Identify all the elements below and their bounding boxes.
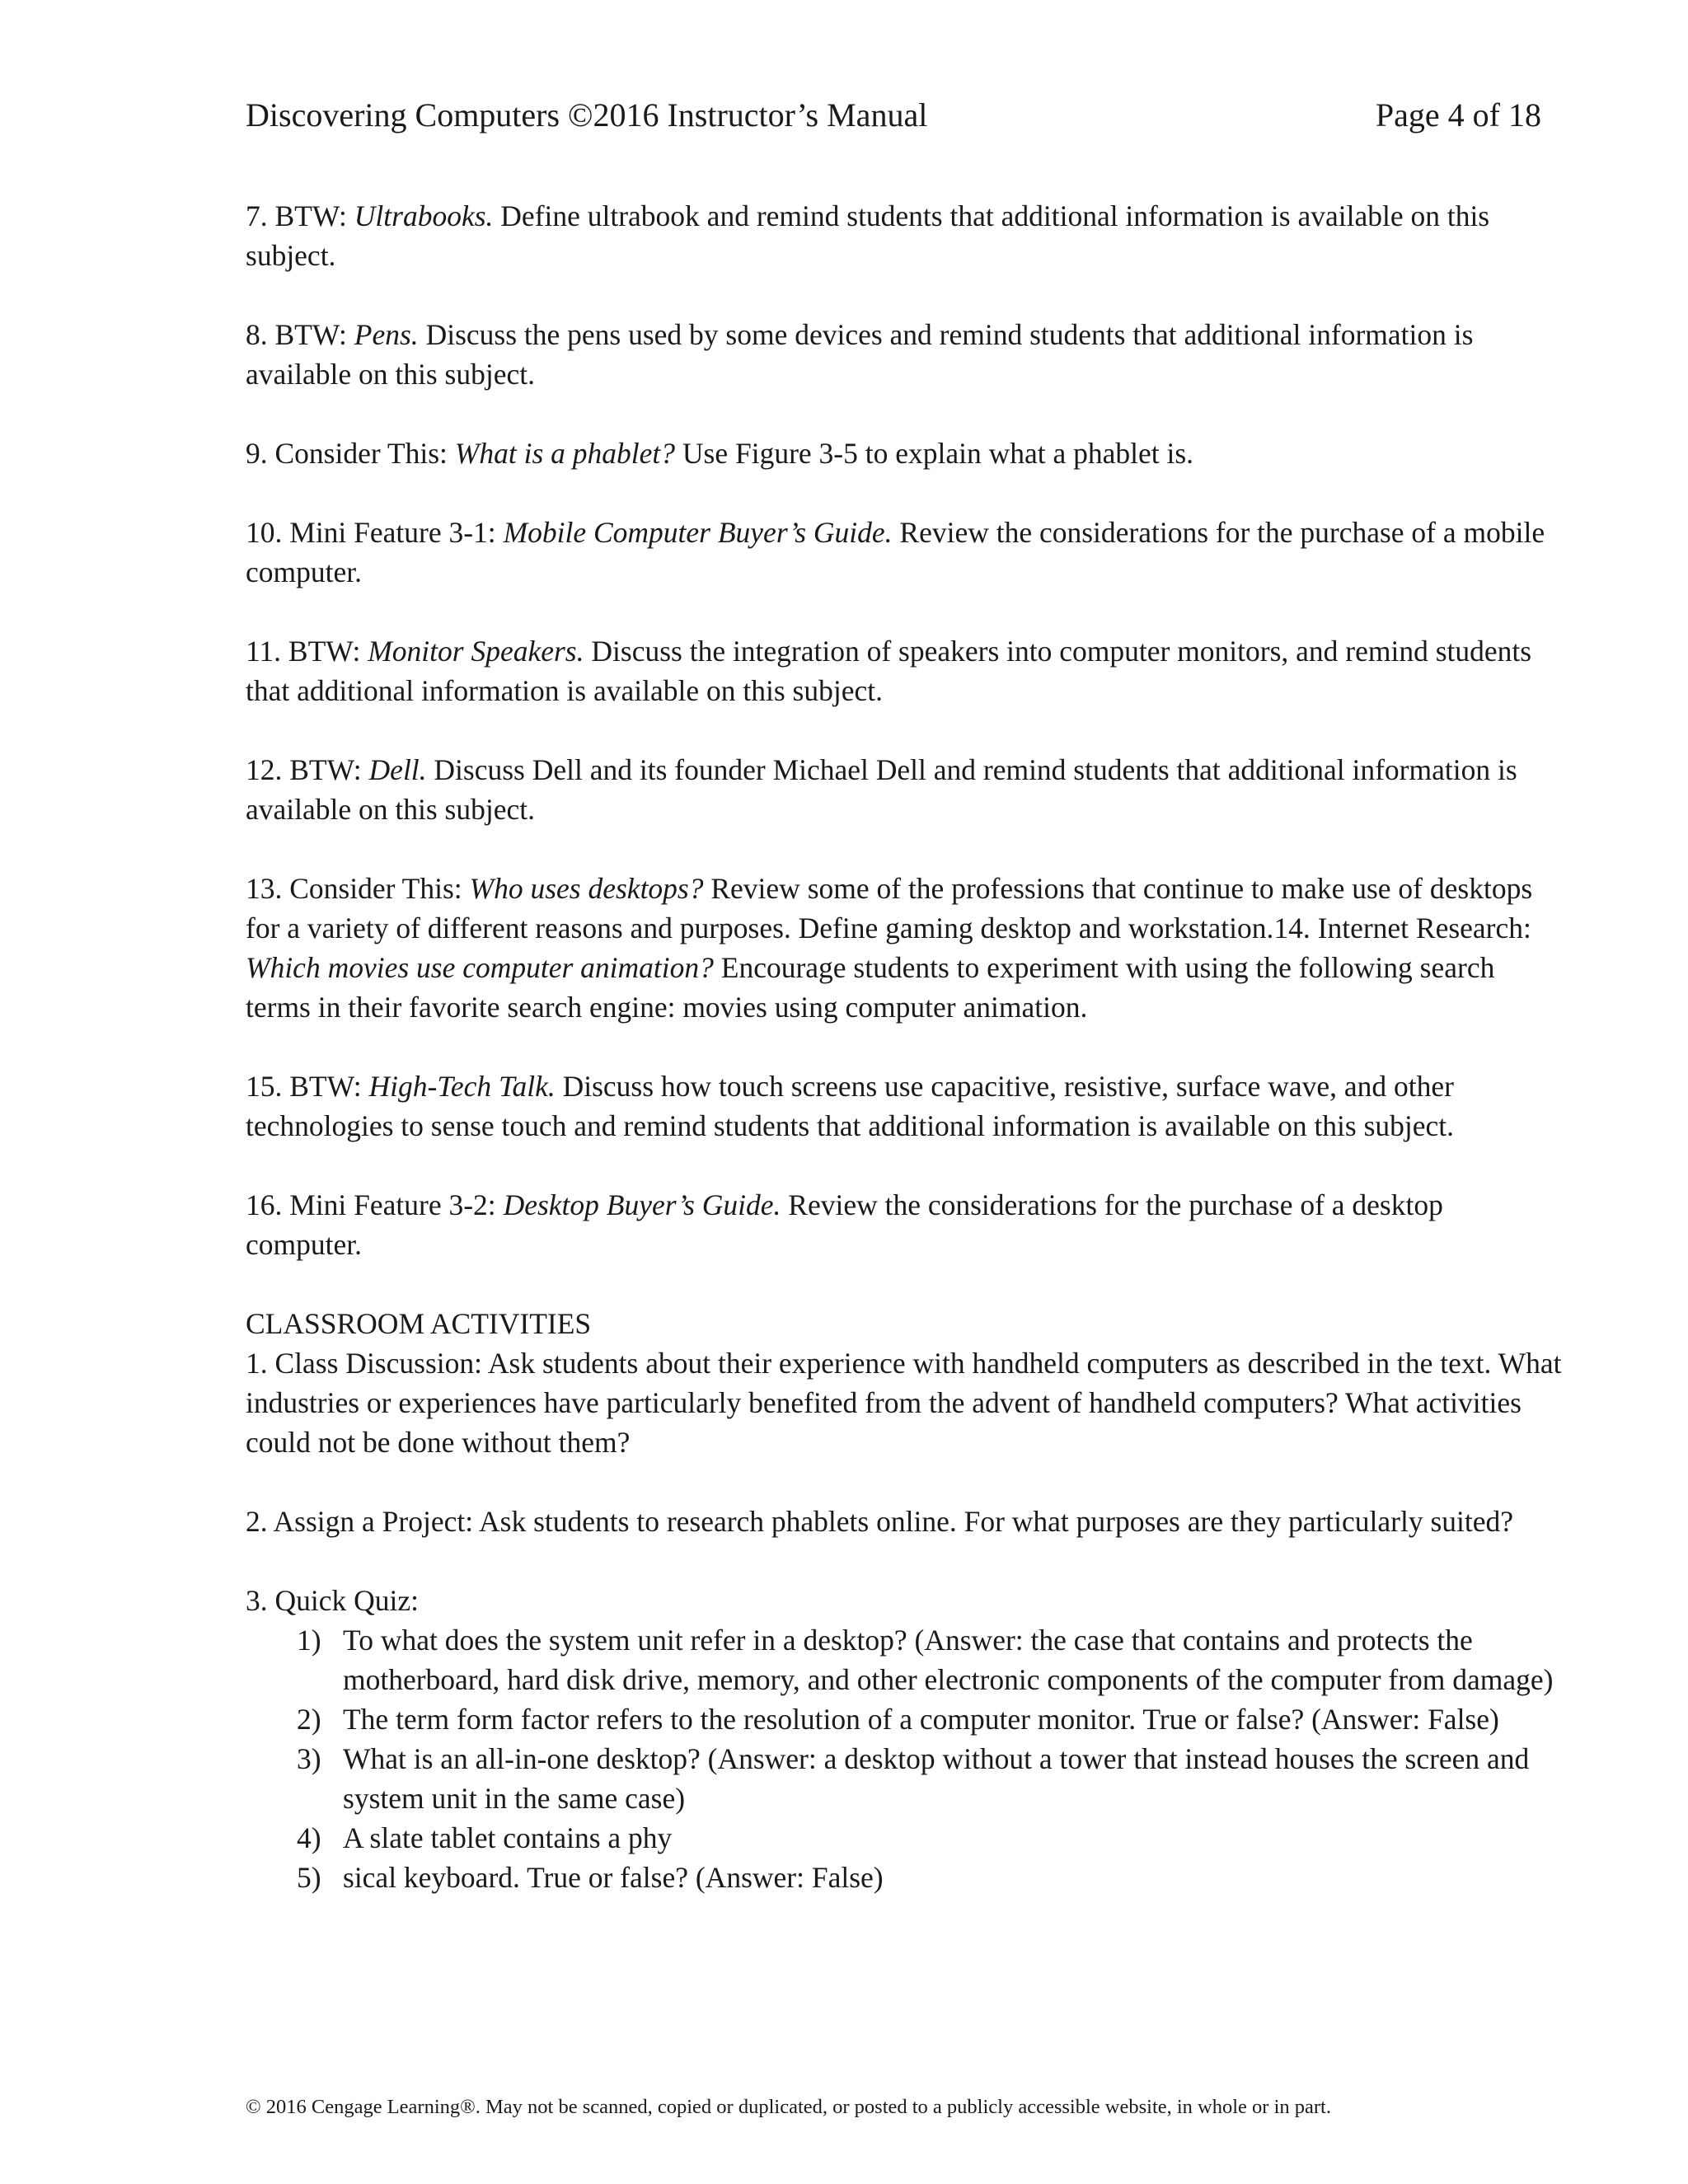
quiz-item: 4) A slate tablet contains a phy [297,1821,673,1854]
activity-class-discussion: 1. Class Discussion: Ask students about their experience with handheld computers as described in the text. What industries or experiences have particularly benefited from the advent of handheld computers? What activities could not be done without them? [246,1347,1562,1459]
item-8: 8. BTW: Pens. Discuss the pens used by some devices and remind students that additional information is available on this subject. [246,318,1474,391]
activities-heading: CLASSROOM ACTIVITIES [246,1307,592,1340]
item-15: 15. BTW: High-Tech Talk. Discuss how touch screens use capacitive, resistive, surface wave, and other technologies to sense touch and remind students that additional information is available on this subject. [246,1070,1455,1142]
item-13-14: 13. Consider This: Who uses desktops? Review some of the professions that continue to make use of desktops for a variety of different reasons and purposes. Define gaming desktop and workstation.14. Internet Research: Which movies use computer animation? Encourage students to experiment with using the following search terms in their favorite search engine: movies using computer animation. [246,872,1533,1024]
quiz-item: 2) The term form factor refers to the resolution of a computer monitor. True or false? (Answer: False) [297,1703,1499,1736]
document-body [246,196,1564,1897]
item-7: 7. BTW: Ultrabooks. Define ultrabook and remind students that additional information is available on this subject. [246,199,1490,272]
item-10: 10. Mini Feature 3-1: Mobile Computer Buyer’s Guide. Review the considerations for the purchase of a mobile computer. [246,516,1545,588]
copyright-footer: © 2016 Cengage Learning®. May not be scanned, copied or duplicated, or posted to a publicly accessible website, in whole or in part. [246,2096,1331,2118]
item-16: 16. Mini Feature 3-2: Desktop Buyer’s Guide. Review the considerations for the purchase of a desktop computer. [246,1188,1443,1261]
page-number: Page 4 of 18 [1375,96,1541,134]
document-title: Discovering Computers ©2016 Instructor’s Manual [246,96,928,134]
quiz-title: 3. Quick Quiz: [246,1584,420,1617]
page-header [246,92,1541,138]
quiz-list [246,1620,1564,1897]
quiz-item: 3) What is an all-in-one desktop? (Answer: a desktop without a tower that instead houses the screen and system unit in the same case) [297,1742,1530,1815]
activity-assign-project: 2. Assign a Project: Ask students to research phablets online. For what purposes are they particularly suited? [246,1505,1513,1538]
item-12: 12. BTW: Dell. Discuss Dell and its founder Michael Dell and remind students that additional information is available on this subject. [246,753,1517,826]
quiz-item: 5) sical keyboard. True or false? (Answer: False) [297,1861,884,1894]
quiz-item: 1) To what does the system unit refer in a desktop? (Answer: the case that contains and protects the motherboard, hard disk drive, memory, and other electronic components of the computer from damage) [297,1624,1554,1696]
item-9: 9. Consider This: What is a phablet? Use Figure 3-5 to explain what a phablet is. [246,437,1194,470]
item-11: 11. BTW: Monitor Speakers. Discuss the integration of speakers into computer monitors, and remind students that additional information is available on this subject. [246,635,1532,707]
